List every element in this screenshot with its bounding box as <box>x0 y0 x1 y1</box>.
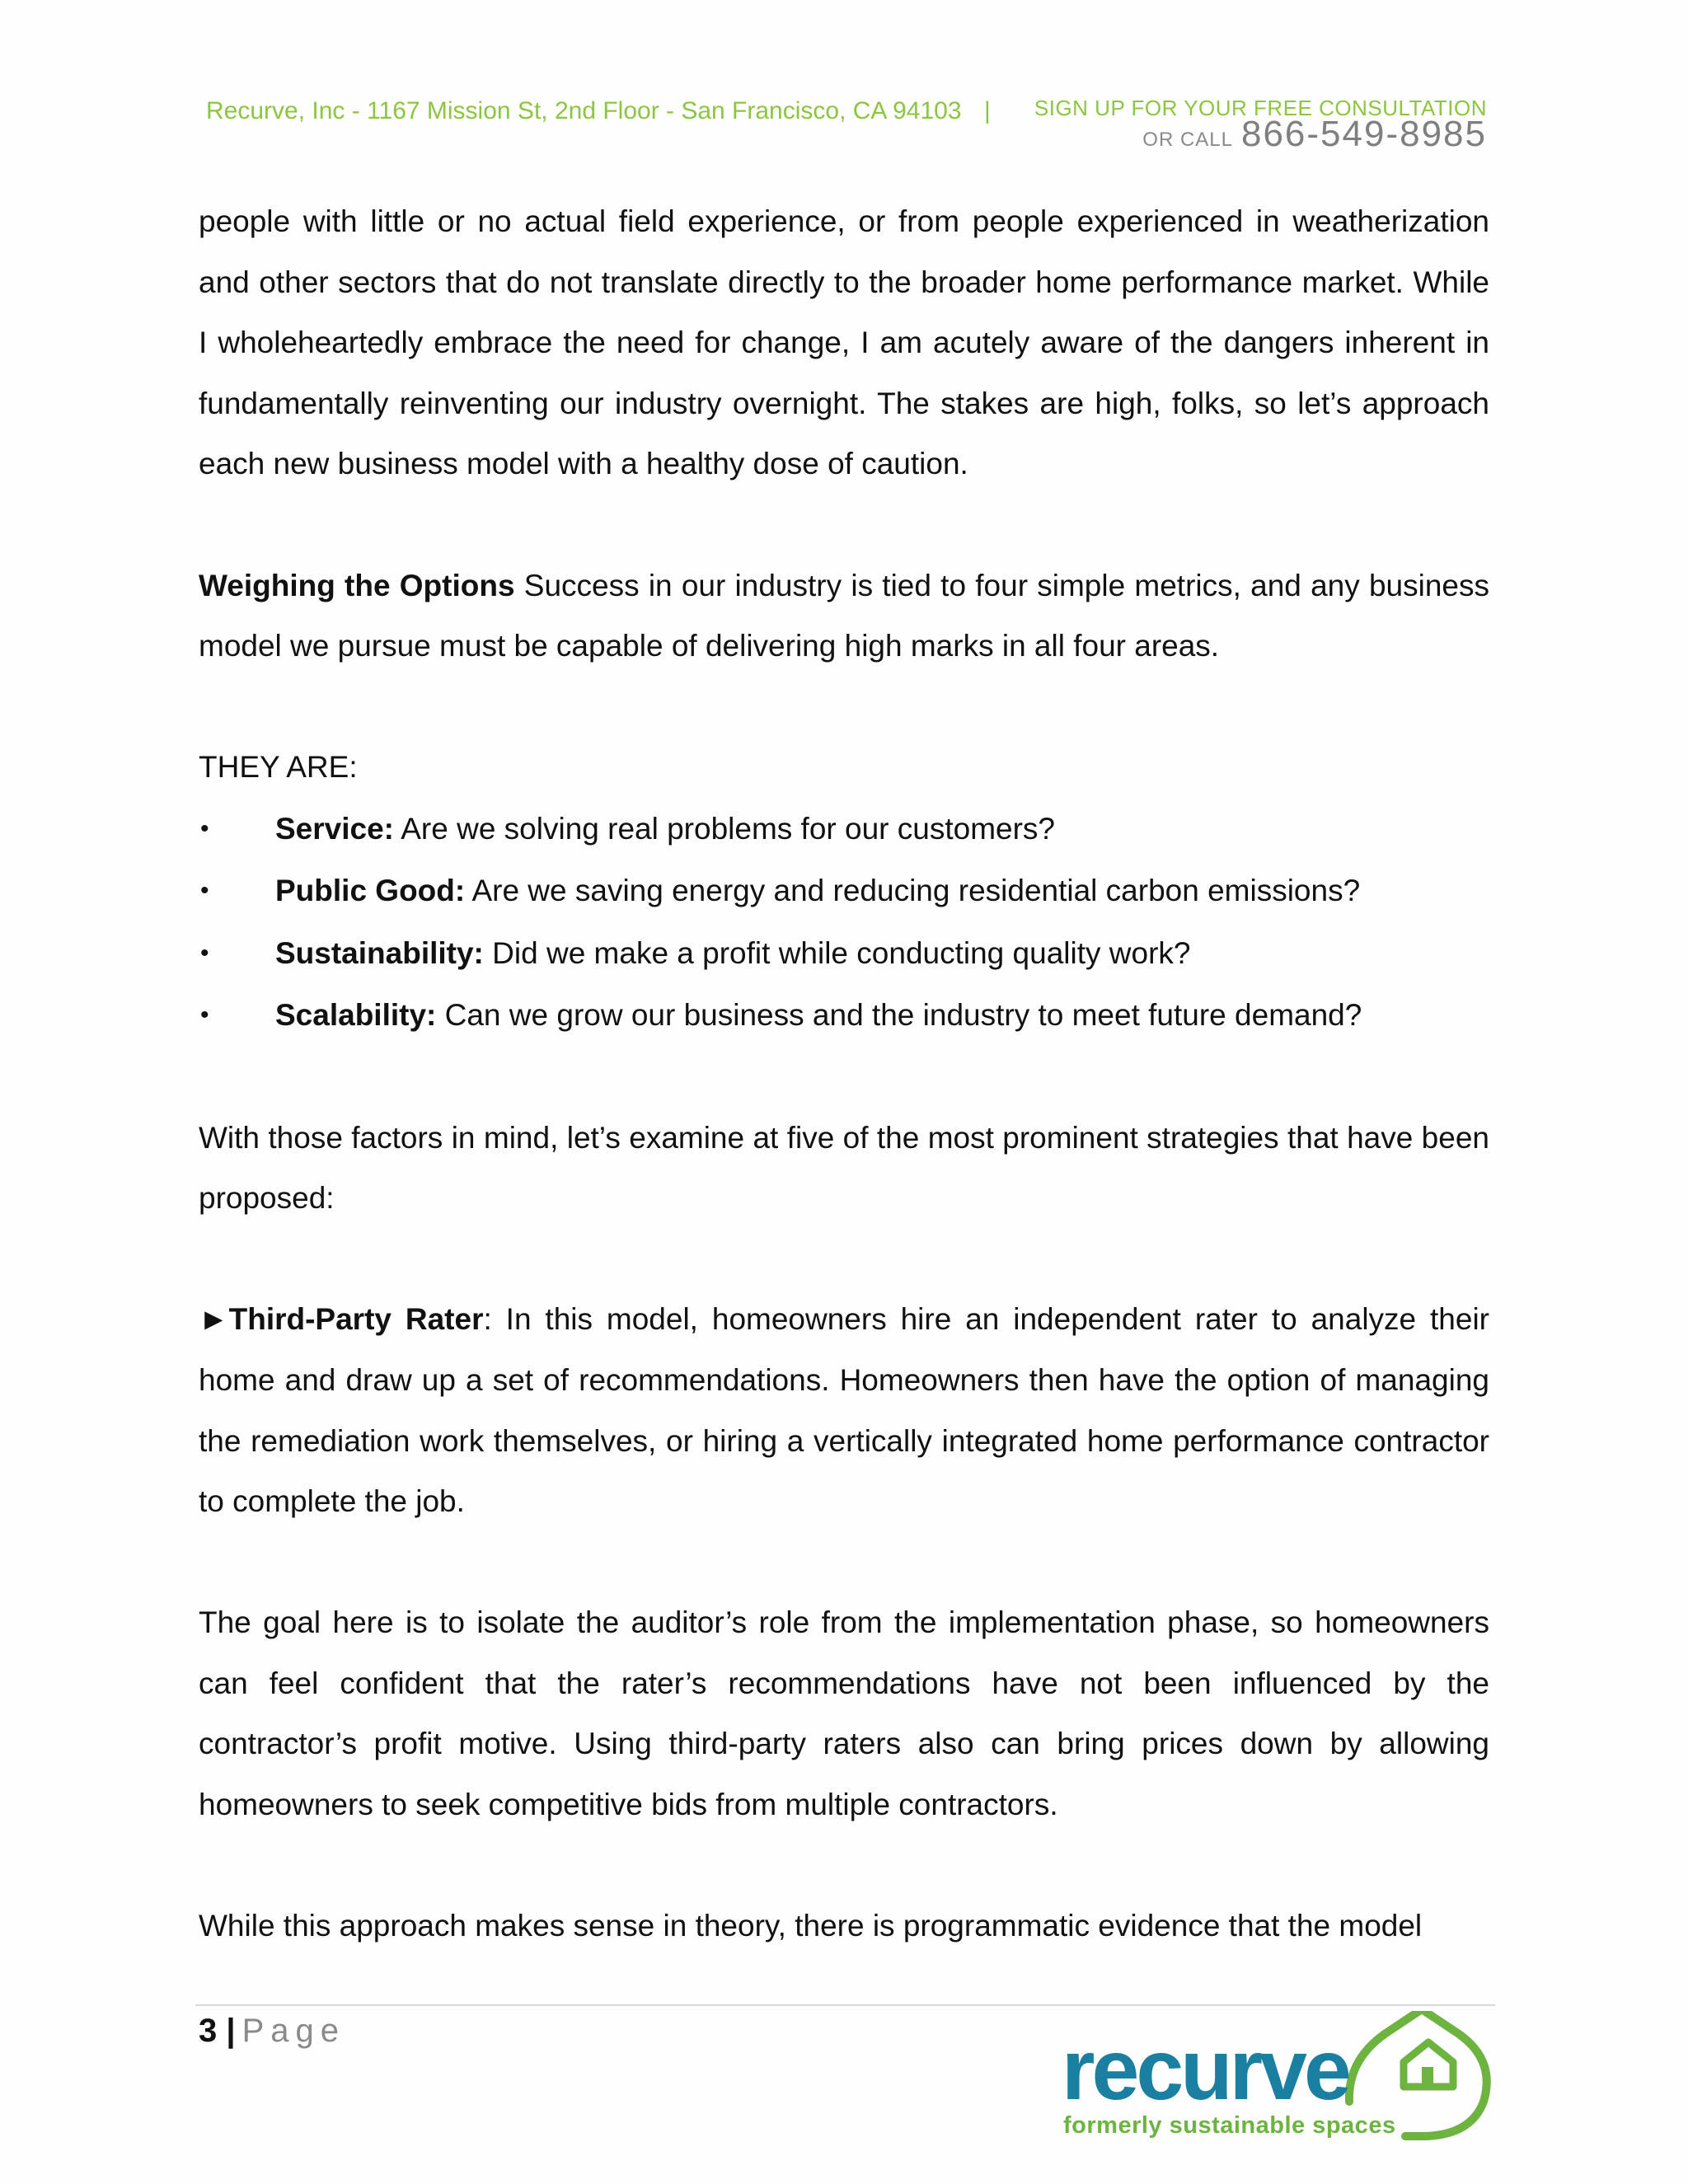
bullet-icon: • <box>200 877 209 905</box>
logo-tagline: formerly sustainable spaces <box>1063 2112 1396 2139</box>
paragraph-weighing-options <box>199 555 1489 677</box>
metric-text: Can we grow our business and the industry to meet future demand? <box>436 998 1362 1033</box>
paragraph-goal: The goal here is to isolate the auditor’s role from the implementation phase, so homeowners can feel confident that the rater’s recommendations have not been influenced by the contractor’s profit motive. Using third-party raters also can bring prices down by allowing homeowners to seek competitive bids from multiple contractors. <box>199 1605 1489 1822</box>
document-body <box>199 191 1489 1957</box>
header-separator: | <box>984 97 991 124</box>
triangle-marker-icon: ► <box>199 1302 229 1337</box>
metrics-list <box>199 798 1489 1047</box>
metric-term: Sustainability: <box>275 935 484 970</box>
third-party-rater-text: : In this model, homeowners hire an independent rater to analyze their home and draw up a set of recommendations. Homeowners then have the option of managing the remediation work themselves, or hiring a vertically integrated home performance contractor to complete the job. <box>199 1302 1489 1519</box>
list-item <box>199 984 1489 1047</box>
header-cta-link[interactable]: SIGN UP FOR YOUR FREE CONSULTATION <box>1034 96 1487 120</box>
bullet-icon: • <box>200 1001 209 1029</box>
paragraph-third-party-rater <box>199 1289 1489 1531</box>
page-number-value: 3 <box>199 2013 218 2049</box>
page-number <box>199 2004 345 2057</box>
footer-divider <box>195 2004 1495 2006</box>
heading-third-party-rater: Third-Party Rater <box>228 1302 484 1337</box>
list-item <box>199 798 1489 860</box>
metric-term: Scalability: <box>275 998 437 1033</box>
metric-text: Are we solving real problems for our customers? <box>394 811 1056 846</box>
they-are-label: THEY ARE: <box>199 750 358 785</box>
heading-weighing-options: Weighing the Options <box>199 568 515 602</box>
page-word: Page <box>241 2013 345 2049</box>
page-number-separator: | <box>226 2013 236 2049</box>
bullet-icon: • <box>200 939 209 967</box>
logo-wordmark: recurve <box>1062 2022 1348 2118</box>
weighing-options-text: Success in our industry is tied to four simple metrics, and any business model we pursue must be capable of delivering high marks in all four areas. <box>199 568 1490 663</box>
metric-text: Did we make a profit while conducting quality work? <box>483 935 1191 970</box>
or-call-label: OR CALL <box>1142 129 1233 151</box>
paragraph-factors: With those factors in mind, let’s examine at five of the most prominent strategies that have been proposed: <box>199 1120 1489 1216</box>
metric-term: Public Good: <box>275 874 466 908</box>
header-phone-line <box>1142 114 1487 155</box>
header-address: Recurve, Inc - 1167 Mission St, 2nd Floor - San Francisco, CA 94103 <box>206 97 962 124</box>
metric-term: Service: <box>275 811 394 846</box>
metric-text: Are we saving energy and reducing residential carbon emissions? <box>465 874 1361 908</box>
bullet-icon: • <box>200 814 209 842</box>
paragraph-approach: While this approach makes sense in theory, there is programmatic evidence that the model <box>199 1909 1423 1943</box>
list-item <box>199 860 1489 922</box>
list-item <box>199 922 1489 985</box>
paragraph-intro: people with little or no actual field experience, or from people experienced in weatherization and other sectors that do not translate directly to the broader home performance market. While I wholeheartedly embrace the need for change, I am acutely aware of the dangers inherent in fundamentally reinventing our industry overnight. The stakes are high, folks, so let’s approach each new business model with a healthy dose of caution. <box>199 204 1489 481</box>
phone-number[interactable]: 866-549-8985 <box>1240 114 1487 154</box>
